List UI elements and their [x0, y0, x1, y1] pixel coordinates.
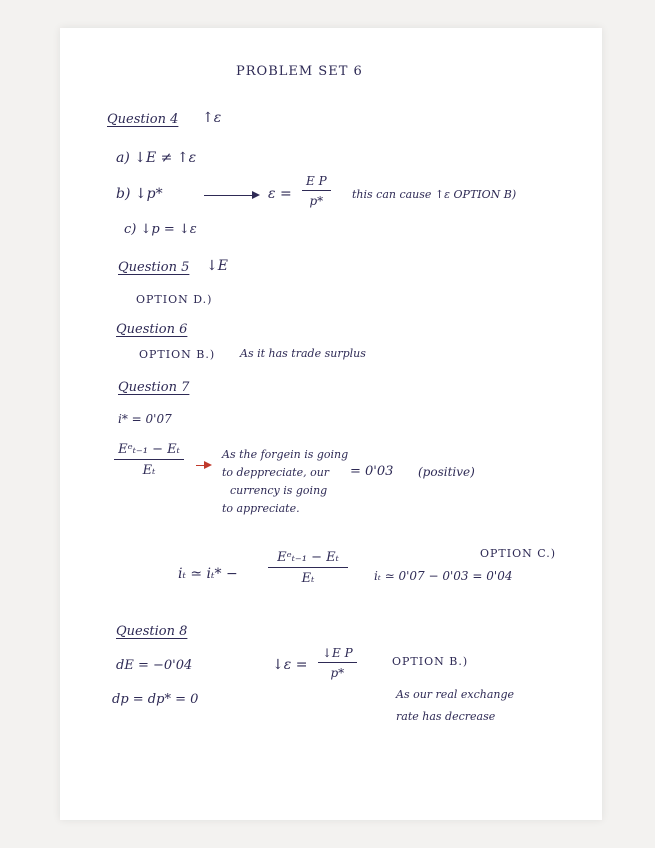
q8-option: OPTION B.) [392, 655, 469, 668]
q4-part-c: c) ↓p = ↓ε [124, 222, 197, 237]
q7-interest-foreign: i* = 0'07 [118, 412, 172, 426]
q8-dE: dE = −0'04 [116, 658, 193, 673]
q7-note [222, 446, 348, 518]
fraction-denominator: Eₜ [142, 463, 156, 478]
q4-part-b-eq: ε = [268, 186, 292, 202]
q7-equation-lhs: iₜ ≃ iₜ* − [178, 566, 238, 582]
q8-equation-lhs: ↓ε = [272, 657, 308, 673]
question-8-heading: Question 8 [116, 624, 188, 639]
q8-note-line: rate has decrease [396, 710, 496, 723]
q7-note-line: currency is going [230, 484, 328, 497]
q8-note [396, 684, 514, 728]
q4-part-b-note: this can cause ↑ε OPTION B) [352, 188, 517, 201]
q4-part-b-lhs: b) ↓p* [116, 186, 163, 202]
fraction-numerator: Eᵉₜ₋₁ − Eₜ [114, 442, 184, 460]
q7-note-line: to deppreciate, our [222, 466, 330, 479]
fraction-denominator: Eₜ [301, 571, 315, 586]
q7-option: OPTION C.) [480, 547, 557, 560]
question-6-answer: OPTION B.) [139, 348, 216, 361]
q8-dp: dp = dp* = 0 [112, 692, 199, 707]
question-6-heading: Question 6 [116, 322, 188, 337]
question-5-answer: OPTION D.) [136, 293, 213, 306]
fraction-denominator: p* [330, 666, 345, 680]
page-title: PROBLEM SET 6 [236, 64, 363, 79]
arrow-icon [204, 195, 258, 196]
q7-note-line: to appreciate. [222, 502, 300, 515]
q7-note-line: As the forgein is going [222, 448, 349, 461]
fraction-numerator: ↓E P [318, 646, 357, 663]
question-7-heading: Question 7 [118, 380, 190, 395]
q7-result: = 0'03 [350, 464, 394, 479]
question-6-note: As it has trade surplus [240, 347, 366, 360]
fraction-denominator: p* [309, 194, 324, 208]
question-5-heading: Question 5 [118, 260, 190, 275]
q7-result-note: (positive) [418, 465, 475, 479]
question-4-note: ↑ε [202, 110, 222, 126]
fraction-numerator: E P [302, 174, 331, 191]
q8-note-line: As our real exchange [396, 688, 515, 701]
q4-part-b-fraction [302, 174, 331, 208]
q7-calculation: iₜ ≃ 0'07 − 0'03 = 0'04 [374, 569, 513, 583]
question-5-note: ↓E [206, 258, 228, 274]
question-4-heading: Question 4 [107, 112, 179, 127]
q4-part-a: a) ↓E ≠ ↑ε [116, 150, 197, 166]
q7-expected-change-fraction [114, 442, 184, 478]
arrow-icon [196, 465, 210, 466]
q7-equation-fraction [268, 550, 348, 586]
q8-equation-fraction [318, 646, 357, 680]
fraction-numerator: Eᵉₜ₋₁ − Eₜ [268, 550, 348, 568]
